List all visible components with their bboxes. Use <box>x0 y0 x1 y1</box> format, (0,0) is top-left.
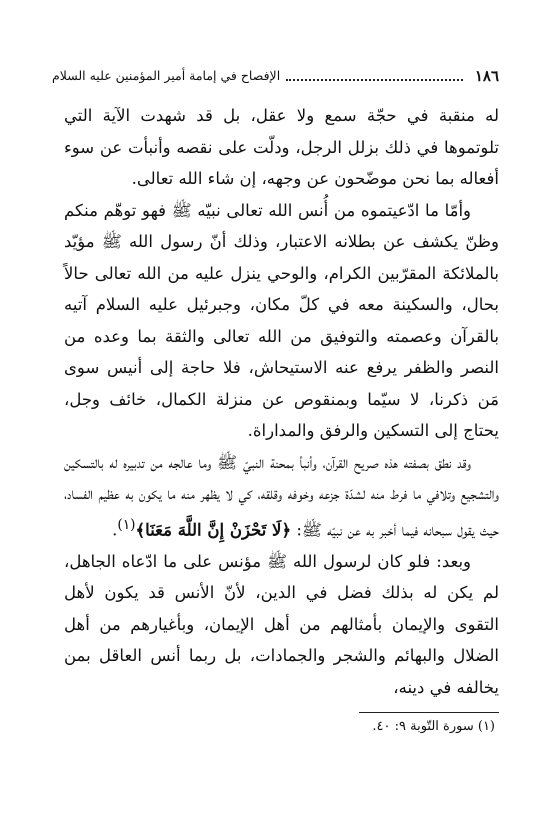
page-header <box>52 62 499 84</box>
quran-quote: ﴿لَا تَحْزَنْ إِنَّ اللَّهَ مَعَنَا﴾ <box>135 520 292 539</box>
paragraph-3-text: وقد نطق بصفته هذه صريح القرآن، وأنبأ بمحنة النبيّ ﷺ وما عالجه من تدبيره له بالتسكين والتشجيع وتلافي ما فرط منه لشدّة جزعه وخوفه وقلقه، كي لا يظهر منه ما يكون به عظيم الفساد، حيث يقول سبحانه فيما أخبر به عن نبيّه ﷺ: <box>64 452 499 539</box>
paragraph-2: وأمّا ما ادّعيتموه من أُنس الله تعالى نبيّه ﷺ فهو توهّم منكم وظنّ يكشف عن بطلانه الاعتبار، وذلك أنّ رسول الله ﷺ مؤيّد بالملائكة المقرّبين الكرام، والوحي ينزل عليه من الله تعالى حالاً بحال، والسكينة معه في كلّ مكان، وجبرئيل عليه السلام آتيه بالقرآن وعصمته والتوفيق من الله تعالى والثقة بما وعده من النصر والظفر يرفع عنه الاستيحاش، فلا حاجة إلى أنيس سوى مَن ذكرنا، لا سيّما وبمنقوص عن منزلة الكمال، خائف وجل، يحتاج إلى التسكين والرفق والمداراة. <box>64 200 499 440</box>
paragraph-1: له منقبة في حجّة سمع ولا عقل، بل قد شهدت الآية التي تلوتموها في ذلك بزلل الرجل، ودلّت على نقصه وأنبأت عن سوء أفعاله بما نحن موضّحون عن وجهه، إن شاء الله تعالى. <box>64 106 499 188</box>
main-text <box>64 100 499 703</box>
paragraph-3: وقد نطق بصفته هذه صريح القرآن، وأنبأ بمحنة النبيّ ﷺ وما عالجه من تدبيره له بالتسكين والتشجيع وتلافي ما فرط منه لشدّة جزعه وخوفه وقلقه، كي لا يظهر منه ما يكون به عظيم الفساد، حيث يقول سبحانه فيما أخبر به عن نبيّه ﷺ: ﴿لَا تَحْزَنْ إِنَّ اللَّهَ مَعَنَا﴾$^{(١)}$. <box>64 452 499 539</box>
footnote-separator <box>359 712 499 713</box>
page-number: ١٨٦ <box>474 67 499 85</box>
paragraph-4: وبعد: فلو كان لرسول الله ﷺ مؤنس على ما ادّعاه الجاهل، لم يكن له بذلك فضل في الدين، لأنّ الأنس قد يكون لأهل التقوى والإيمان بأمثالهم من أهل الإيمان، وبأغيارهم من أهل الضلال والبهائم والشجر والجمادات، بل ربما أنس العاقل بمن يخالفه في دينه، <box>64 551 499 697</box>
footnote-marker: (١) <box>117 516 136 533</box>
header-leader-dots <box>286 69 463 81</box>
footnote: (١) سورة التّوبة ٩: ٤٠. <box>372 719 495 734</box>
running-title: الإفصاح في إمامة أمير المؤمنين عليه السلام <box>52 68 281 83</box>
